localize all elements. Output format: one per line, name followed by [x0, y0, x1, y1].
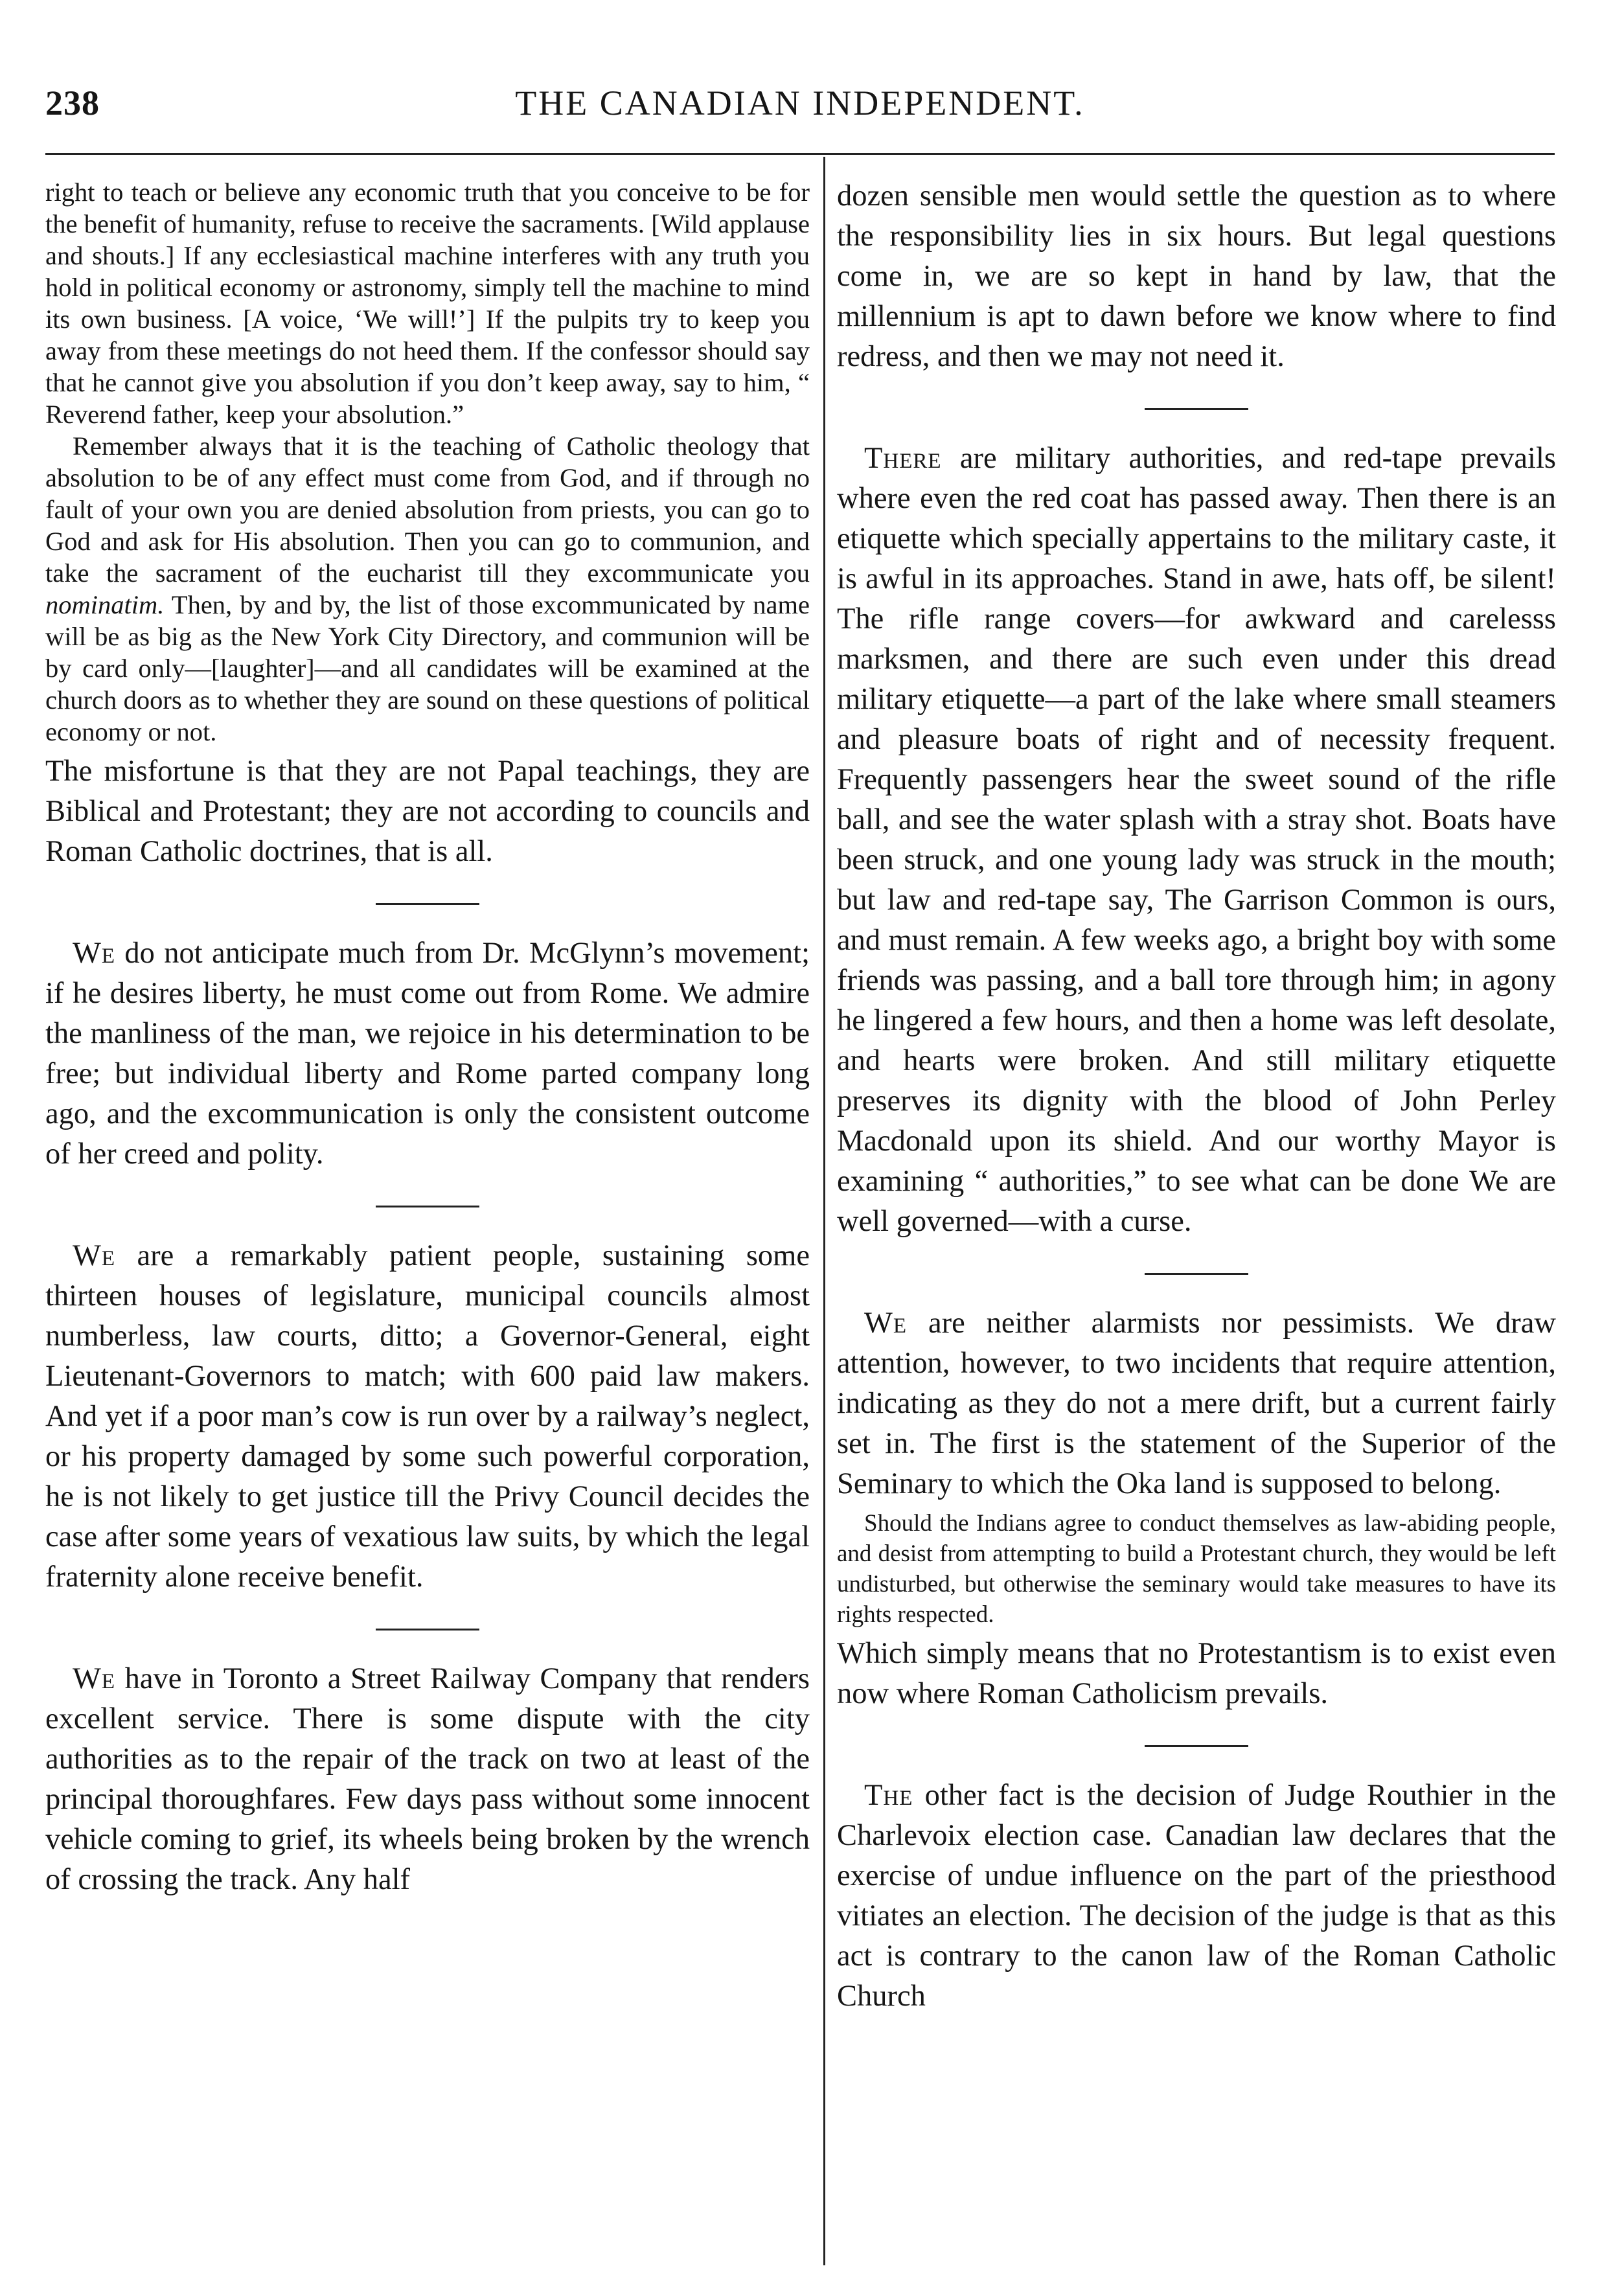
section-rule	[376, 1629, 479, 1630]
military-paragraph	[837, 439, 1556, 1242]
street-railway-text: have in Toronto a Street Railway Company that renders excellent service. There is some dispute with the city authorities as to the repair of the track on two at least of the principal thoroughfares. Few days pass without some innocent vehicle coming to grief, its wheels being broken by the wrench of crossing the track. Any half	[45, 1662, 810, 1896]
page-number: 238	[45, 84, 100, 122]
alarmists-paragraph	[837, 1303, 1556, 1504]
street-railway-paragraph	[45, 1659, 810, 1900]
military-lead: There	[864, 442, 942, 475]
routhier-text: other fact is the decision of Judge Routhier in the Charlevoix election case. Canadian law declares that the exercise of undue influence on the part of the priesthood vitiates an election. The decision of the judge is that as this act is contrary to the canon law of the Roman Catholic Church	[837, 1779, 1556, 2013]
patient-people-text: are a remarkably patient people, sustaining some thirteen houses of legislature, municipal councils almost numberless, law courts, ditto; a Governor-General, eight Lieutenant-Governors to match; with 600 paid law makers. And yet if a poor man’s cow is run over by a railway’s neglect, or his property damaged by some such powerful corporation, he is not likely to get justice till the Privy Council decides the case after some years of vexatious law suits, by which the legal fraternity alone receive benefit.	[45, 1239, 810, 1594]
section-rule	[376, 1206, 479, 1207]
section-rule	[1145, 408, 1248, 410]
column-divider	[823, 157, 825, 2265]
mcglynn-lead: We	[73, 937, 116, 970]
speech-paragraph-2-emphasis: nominatim.	[45, 590, 165, 619]
header-rule	[45, 153, 1555, 155]
speech-paragraph-2	[45, 430, 810, 748]
speech-paragraph-1: right to teach or believe any economic truth that you conceive to be for the benefit of humanity, refuse to receive the sacraments. [Wild applause and shouts.] If any ecclesiastical machine interferes with any truth you hold in political economy or astronomy, simply tell the machine to mind its own business. [A voice, ‘We will!’] If the pulpits try to keep you away from these meetings do not heed them. If the confessor should say that he cannot give you absolution if you don’t keep away, say to him, “ Reverend father, keep your absolution.”	[45, 177, 810, 429]
page-header	[45, 83, 1555, 128]
mcglynn-paragraph	[45, 933, 810, 1174]
street-railway-lead: We	[73, 1662, 116, 1695]
speech-paragraph-2-end: Then, by and by, the list of those excommunicated by name will be as big as the New York City Directory, and communion will be by card only—[laughter]—and all candidates will be examined at the church doors as to whether they are sound on these questions of political economy or not.	[45, 590, 810, 746]
left-column	[45, 176, 810, 2249]
mcglynn-text: do not anticipate much from Dr. McGlynn’s movement; if he desires liberty, he must come out from Rome. We admire the manliness of the man, we rejoice in his determination to be free; but individual liberty and Rome parted company long ago, and the excommunication is only the consistent outcome of her creed and polity.	[45, 937, 810, 1171]
alarmists-text: are neither alarmists nor pessimists. We draw attention, however, to two incidents that require attention, indicating as they do not a mere drift, but a current fairly set in. The first is the statement of the Superior of the Seminary to which the Oka land is supposed to belong.	[837, 1307, 1556, 1500]
street-railway-continued: dozen sensible men would settle the question as to where the responsibility lies in six hours. But legal questions come in, we are so kept in hand by law, that the millennium is apt to dawn before we know where to find redress, and then we may not need it.	[837, 179, 1556, 373]
publication-title: THE CANADIAN INDEPENDENT.	[515, 84, 1085, 122]
alarmists-lead: We	[864, 1307, 908, 1340]
right-column	[837, 176, 1556, 2249]
military-text: are military authorities, and red-tape prevails where even the red coat has passed away. Then there is an etiquette which specially appertains to the military caste, it is awful in its approaches. Stand in awe, hats off, be silent! The rifle range covers—for awkward and carelesss marksmen, and there are such even under this dread military etiquette—a part of the lake where small steamers and pleasure boats of right and of necessity frequent. Frequently passengers hear the sweet sound of the rifle ball, and see the water splash with a stray shot. Boats have been struck, and one young lady was struck in the mouth; but law and red-tape say, The Garrison Common is ours, and must remain. A few weeks ago, a bright boy with some friends was passing, and a ball tore through him; in agony he lingered a few hours, and then a home was left desolate, and hearts were broken. And still military etiquette preserves its dignity with the blood of John Perley Macdonald upon its shield. And our worthy Mayor is examining “ authorities,” to see what can be done We are well governed—with a curse.	[837, 442, 1556, 1238]
section-rule	[1145, 1745, 1248, 1747]
section-rule	[1145, 1273, 1248, 1275]
seminary-quote: Should the Indians agree to conduct themselves as law-abiding people, and desist from attempting to build a Protestant church, they would be left undisturbed, but otherwise the seminary would take measures to have its rights respected.	[837, 1510, 1556, 1628]
section-rule	[376, 903, 479, 905]
commentary-paragraph: The misfortune is that they are not Papal teachings, they are Biblical and Protestant; they are not according to councils and Roman Catholic doctrines, that is all.	[45, 755, 810, 868]
routhier-paragraph	[837, 1776, 1556, 2017]
protestantism-paragraph: Which simply means that no Protestantism is to exist even now where Roman Catholicism prevails.	[837, 1637, 1556, 1710]
patient-people-paragraph	[45, 1236, 810, 1597]
speech-paragraph-2-start: Remember always that it is the teaching of Catholic theology that absolution to be of any effect must come from God, and if through no fault of your own you are denied absolution from priests, you can go to God and ask for His absolution. Then you can go to communion, and take the sacrament of the eucharist till they excommunicate you	[45, 431, 810, 588]
routhier-lead: The	[864, 1779, 913, 1812]
patient-people-lead: We	[73, 1239, 116, 1272]
